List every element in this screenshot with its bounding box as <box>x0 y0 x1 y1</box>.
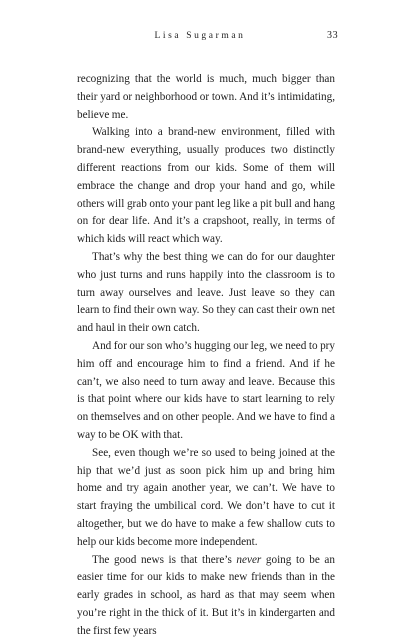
author-name: Lisa Sugarman <box>154 31 246 41</box>
page-number: 33 <box>327 30 339 41</box>
paragraph: recognizing that the world is much, much bigger than their yard or neighborhood or town. And it’s intimidating, believe me. <box>77 73 335 121</box>
emphasized-word: never <box>236 553 262 566</box>
running-header <box>0 29 400 43</box>
paragraph: That’s why the best thing we can do for our daughter who just turns and runs happily into the classroom is to turn away ourselves and leave. Just leave so they can learn to find their own way. So they can cast their own net and haul in their own catch. <box>77 250 335 335</box>
paragraph: And for our son who’s hugging our leg, we need to pry him off and encourage him to find a friend. And if he can’t, we also need to turn away and leave. Because this is that point where our kids have to start learning to rely on themselves and on other people. And we have to find a way to be OK with that. <box>77 339 335 441</box>
paragraph <box>77 552 335 641</box>
paragraph: Walking into a brand-new environment, filled with brand-new everything, usually produces two distinctly different reactions from our kids. Some of them will embrace the change and drop your hand and go, while others will grab onto your pant leg like a pit bull and hang on for dear life. And it’s a crapshoot, really, in terms of which kids will react which way. <box>77 126 335 246</box>
body-text <box>77 71 335 641</box>
paragraph: See, even though we’re so used to being joined at the hip that we’d just as soon pick him up and bring him home and try again another year, we can’t. We have to start fraying the umbilical cord. We don’t have to cut it altogether, but we do have to make a few shallow cuts to help our kids become more independent. <box>77 446 335 548</box>
paragraph-text: going to be an easier time for our kids to make new friends than in the early grades in school, as hard as that may seem when you’re right in the thick of it. But it’s in kindergarten and the first few years <box>77 553 335 637</box>
paragraph-text: The good news is that there’s <box>92 553 237 566</box>
